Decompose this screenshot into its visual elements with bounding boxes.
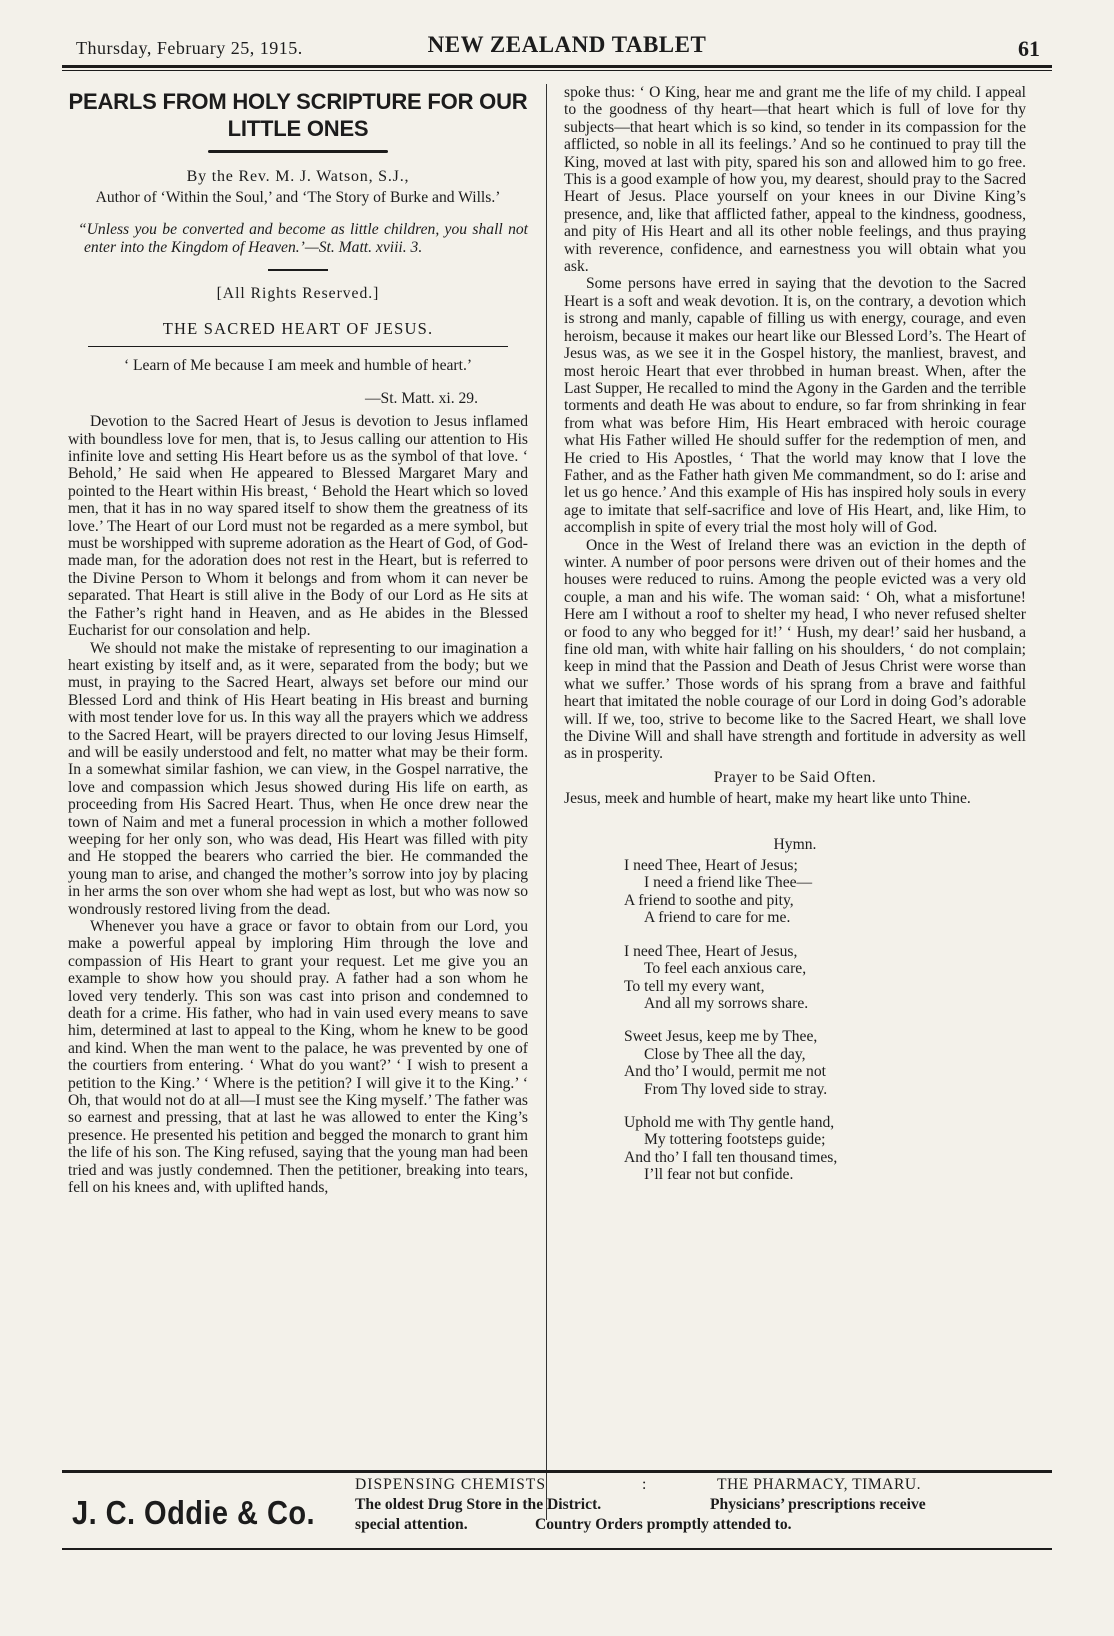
advertisement <box>62 1474 1052 1544</box>
prayer-text: Jesus, meek and humble of heart, make my heart like unto Thine. <box>564 790 971 808</box>
advert-firm-name: J. C. Oddie & Co. <box>72 1494 316 1531</box>
advert-line: The oldest Drug Store in the District. <box>355 1496 602 1513</box>
footer-rule-bottom <box>62 1548 1052 1550</box>
paragraph: We should not make the mistake of representing to our imagination a heart existing by itself and, as it were, separated from the body; but we must, in praying to the Sacred Heart, always set before our mind our Blessed Lord and think of His Heart beating in His breast and burning with most tender love for us. In this way all the prayers which we address to the Sacred Heart, will be prayers directed to our loving Jesus Himself, and will be easily understood and felt, no matter what may be their form. In a somewhat similar fashion, we can view, in the Gospel narrative, the love and compassion which Jesus showed during His life on earth, as proceeding from His Sacred Heart. Thus, when He once drew near the town of Naim and met a funeral procession in which a mother followed weeping for her only son, who was dead, His Heart was filled with pity and He stopped the bearers who carried the bier. He commanded the young man to arise, and changed the mother’s sorrow into joy by placing in her arms the son over whom she had wept as lost, but who was now so wondrously restored living from the dead. <box>68 639 528 918</box>
paragraph: Whenever you have a grace or favor to obtain from our Lord, you make a powerful appeal by imploring Him through the love and compassion of His Heart to grant your request. Let me give you an example to show how you should pray. A father had a son whom he loved very tenderly. This son was cast into prison and condemned to death for a crime. His father, who had in vain used every means to save him, determined at last to appeal to the King, whom he knew to be good and kind. When the man went to the palace, he was prevented by one of the courtiers from entering. ‘ What do you want?’ ‘ I wish to present a petition to the King.’ ‘ Where is the petition? I will give it to the King.’ ‘ Oh, that would not do at all—I must see the King myself.’ The father was so earnest and pressing, that at last he was allowed to enter the King’s presence. He presented his petition and begged the monarch to grant him the life of his son. The King refused, saying that the young man had been tried and was justly condemned. Then the petitioner, breaking into tears, fell on his knees and, with uplifted hands, <box>68 918 528 1197</box>
epigraph: “Unless you be converted and become as little children, you shall not enter into the Kingdom of Heaven.’—St. Matt. xviii. 3. <box>78 221 528 256</box>
paragraph: Once in the West of Ireland there was an eviction in the depth of winter. A number of poor persons were driven out of their homes and the houses were reduced to ruins. Among the people evicted was a very old couple, a man and his wife. The woman said: ‘ Oh, what a misfortune! Here am I without a roof to shelter my head, I who never refused shelter or food to any who begged for it!’ ‘ Hush, my dear!’ said her husband, a fine old man, with white hair falling on his shoulders, ‘ do not complain; keep in mind that the Passion and Death of Jesus Christ were worse than what we suffer.’ Those words of his sprang from a brave and faithful heart that imitated the noble courage of our Lord in doing God’s adorable will. If we, too, strive to become like to the Sacred Heart, we shall love the Divine Will and shall have strength and fortitude in adversity as well as in prosperity. <box>564 536 1026 763</box>
hymn-line: I need Thee, Heart of Jesus, <box>624 942 798 960</box>
hymn-line: Close by Thee all the day, <box>644 1045 806 1063</box>
hymn-line: I’ll fear not but confide. <box>644 1166 794 1184</box>
page-header <box>62 30 1050 66</box>
advert-separator: : <box>642 1476 647 1493</box>
advert-line: THE PHARMACY, TIMARU. <box>717 1476 922 1493</box>
divider <box>268 269 328 271</box>
left-column <box>68 84 528 1197</box>
hymn-line: And tho’ I fall ten thousand times, <box>624 1148 838 1166</box>
hymn-line: And tho’ I would, permit me not <box>624 1063 826 1081</box>
hymn-stanza <box>624 1028 1026 1098</box>
article-title: PEARLS FROM HOLY SCRIPTURE FOR OUR LITTLE ONES <box>68 89 528 141</box>
hymn-line: Uphold me with Thy gentle hand, <box>624 1113 835 1131</box>
section-title: THE SACRED HEART OF JESUS. <box>162 319 434 339</box>
hymn-line: I need Thee, Heart of Jesus; <box>624 857 798 875</box>
hymn-line: To feel each anxious care, <box>644 960 807 978</box>
column-divider <box>546 84 547 1520</box>
title-ornament <box>208 150 388 153</box>
right-column <box>564 84 1026 1200</box>
advert-line: special attention. <box>355 1516 468 1533</box>
advert-line: DISPENSING CHEMISTS <box>355 1476 546 1493</box>
footer-rule <box>62 1470 1052 1473</box>
paragraph: Some persons have erred in saying that the devotion to the Sacred Heart is a soft and weak devotion. It is, on the contrary, a devotion which is strong and manly, capable of filling us with energy, courage, and even heroism, because it makes our heart like our Blessed Lord’s. The Heart of Jesus was, as we see it in the Gospel history, the manliest, bravest, and most heroic Heart that ever throbbed in human breast. When, after the Last Supper, He recalled to mind the Agony in the Garden and the terrible torments and death He was about to endure, so far from shrinking in fear from what was before Him, His Heart embraced with heroic courage what His Father willed He should suffer for the redemption of men, and He cried to His Apostles, ‘ That the world may know that I love the Father, and as the Father hath given Me commandment, so do I: arise and let us go hence.’ And this example of His has inspired holy souls in every age to imitate that self-sacrifice and love of His Heart, and, like Him, to accomplish in spite of every trial the most holy will of God. <box>564 275 1026 537</box>
hymn-line: I need a friend like Thee— <box>644 874 813 892</box>
hymn-line: A friend to care for me. <box>644 909 791 927</box>
hymn-line: And all my sorrows share. <box>644 994 809 1012</box>
header-rule <box>62 65 1052 68</box>
hymn-stanza <box>624 943 1026 1013</box>
paragraph: Devotion to the Sacred Heart of Jesus is devotion to Jesus inflamed with boundless love for men, that is, to Jesus calling our attention to His infinite love and setting His Heart before us as the symbol of that love. ‘ Behold,’ He said when He appeared to Blessed Margaret Mary and pointed to the Heart within His breast, ‘ Behold the Heart which so loved men, that it has in no way spared itself to show them the greatness of its love.’ The Heart of our Lord must not be regarded as a mere symbol, but must be worshipped with supreme adoration as the Heart of God, of God-made man, for the adoration does not rest in the Heart, but is referred to the Divine Person to Whom it belongs and from whom it can never be separated. That Heart is still alive in the Body of our Lord as He sits at the Father’s right hand in Heaven, and as He abides in the Blessed Eucharist for our consolation and help. <box>68 413 528 640</box>
scripture-quote: ‘ Learn of Me because I am meek and humble of heart.’ <box>123 356 473 374</box>
issue-date: Thursday, February 25, 1915. <box>76 38 303 58</box>
header-rule-thin <box>62 70 1052 71</box>
hymn-line: To tell my every want, <box>624 977 765 995</box>
advert-line: Country Orders promptly attended to. <box>535 1516 792 1533</box>
hymn-line: Sweet Jesus, keep me by Thee, <box>624 1028 818 1046</box>
hymn-line: A friend to soothe and pity, <box>624 891 794 909</box>
hymn-line: From Thy loved side to stray. <box>644 1080 828 1098</box>
paragraph-continuation: spoke thus: ‘ O King, hear me and grant me the life of my child. I appeal to the goodness of thy heart—that heart which is full of love for thy subjects—that heart which is so kind, so tender in its compassion for the afflicted, so noble in all its feelings.’ And so he continued to pray till the King, moved at last with pity, spared his son and allowed him to go free. This is a good example of how you, my dearest, should pray to the Sacred Heart of Jesus. Place yourself on your knees in our Divine King’s presence, and, like that afflicted father, appeal to the kindness, goodness, and pity of His Heart and all its other noble feelings, and thus praying with reverence, confidence, and earnestness you will obtain what you ask. <box>564 84 1026 276</box>
rights-notice: [All Rights Reserved.] <box>216 285 380 302</box>
hymn-title: Hymn. <box>773 835 817 853</box>
publication-title: NEW ZEALAND TABLET <box>427 32 707 57</box>
prayer-title: Prayer to be Said Often. <box>713 768 877 786</box>
hymn-line: My tottering footsteps guide; <box>644 1131 826 1149</box>
hymn-stanza <box>624 857 1026 927</box>
advert-line: Physicians’ prescriptions receive <box>710 1496 926 1513</box>
scripture-citation: —St. Matt. xi. 29. <box>364 389 478 407</box>
author-note: Author of ‘Within the Soul,’ and ‘The Story of Burke and Wills.’ <box>95 189 501 206</box>
byline: By the Rev. M. J. Watson, S.J., <box>186 168 410 185</box>
page-number: 61 <box>1018 36 1040 61</box>
divider <box>88 346 508 347</box>
hymn-stanza <box>624 1114 1026 1184</box>
